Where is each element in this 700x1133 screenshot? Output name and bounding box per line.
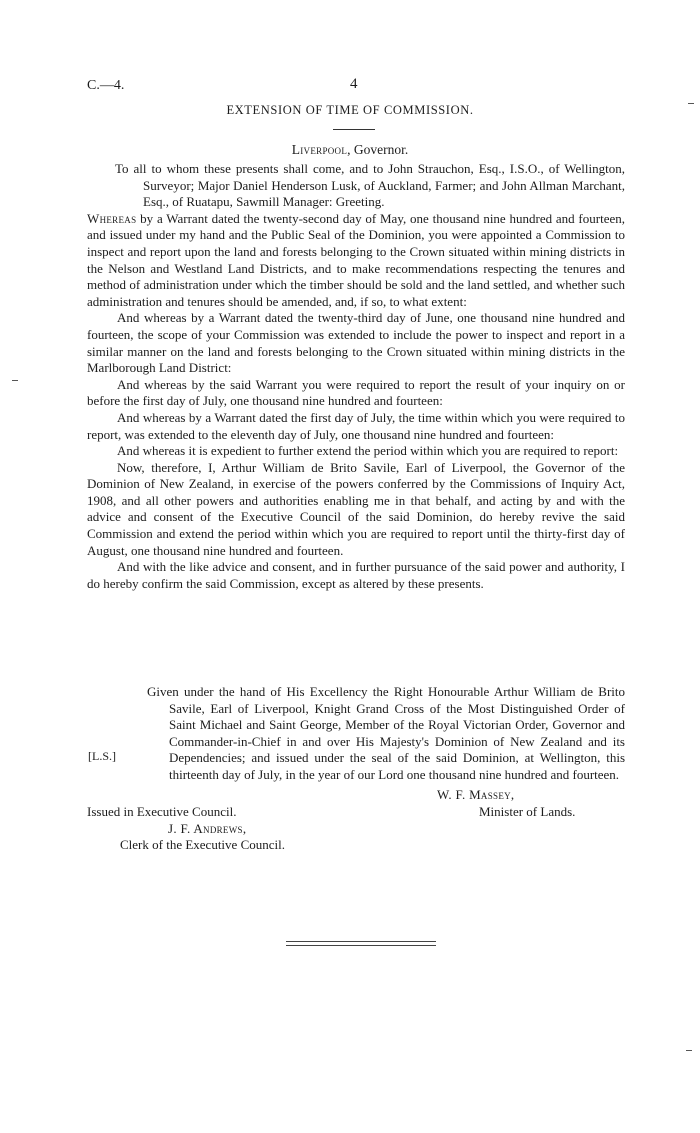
seal-mark: [L.S.]: [88, 749, 116, 763]
given-clause: Given under the hand of His Excellency the Right Honourable Arthur William de Brito Savile, Earl of Liverpool, Knight Grand Cross of the Most Distinguished Order of Saint Michael and Saint George, Member of the Royal Victorian Order, Governor and Commander-in-Chief in and over His Majesty's Dominion of New Zealand and its Dependencies; and issued under the seal of the said Dominion, at Wellington, this thirteenth day of July, in the year of our Lord one thousand nine hundred and fourteen.: [147, 684, 625, 782]
clerk-role: Clerk of the Executive Council.: [120, 837, 285, 853]
title-divider: [333, 129, 375, 130]
paragraph-whereas-3: And whereas by the said Warrant you were required to report the result of your inquiry on or before the first day of July, one thousand nine hundred and fourteen:: [87, 376, 625, 409]
paragraph-now-therefore: Now, therefore, I, Arthur William de Brito Savile, Earl of Liverpool, the Governor of the Dominion of New Zealand, in exercise of the powers conferred by the Commissions of Inquiry Act, 1908, and all other powers and authorities enabling me in that behalf, and acting by and with the advice and consent of the Executive Council of the said Dominion, do hereby revive the said Commission and extend the period within which you are required to report until the thirty-first day of August, one thousand nine hundred and fourteen.: [87, 459, 625, 558]
paragraph-whereas-1: [87, 211, 625, 311]
governor-title: , Governor.: [347, 142, 409, 157]
given-clause-block: [87, 684, 625, 784]
whereas-word: Whereas: [87, 210, 137, 226]
minister-role: Minister of Lands.: [479, 803, 576, 819]
margin-mark: [12, 380, 18, 381]
paragraph-text: by a Warrant dated the twenty-second day of May, one thousand nine hundred and fourteen, and issued under my hand and the Public Seal of the Dominion, you were appointed a Commission to inspect and report upon the land and forests belonging to the Crown situated within mining districts in the Nelson and Westland Land Districts, and to make recommendations respecting the tenures and method of administration under which the timber should be sold and the land settled, and whether such administration and tenures should be amended, and, if so, to what extent:: [87, 210, 625, 309]
paragraph-whereas-5: And whereas it is expedient to further extend the period within which you are required to report:: [117, 443, 619, 459]
margin-mark: [688, 103, 694, 104]
paragraph-whereas-4: And whereas by a Warrant dated the first day of July, the time within which you were required to report, was extended to the eleventh day of July, one thousand nine hundred and fourteen:: [87, 409, 625, 442]
issued-line: Issued in Executive Council.: [87, 804, 237, 819]
proclamation-body: [87, 161, 625, 592]
minister-signature: [437, 787, 575, 820]
paragraph-whereas-2: And whereas by a Warrant dated the twenty-third day of June, one thousand nine hundred and fourteen, the scope of your Commission was extended to include the power to inspect and report in a similar manner on the land and forests belonging to the Crown situated within mining districts in the Marlborough Land District:: [87, 310, 625, 376]
governor-name: Liverpool: [291, 142, 348, 157]
end-double-rule: [286, 941, 436, 946]
clerk-name: J. F. Andrews,: [168, 820, 247, 836]
governor-line: [0, 142, 700, 158]
document-reference: C.—4.: [87, 78, 125, 93]
margin-mark: [686, 1050, 692, 1051]
page-number: 4: [350, 76, 358, 92]
minister-name: W. F. Massey,: [437, 787, 515, 802]
page-title: EXTENSION OF TIME OF COMMISSION.: [226, 103, 474, 117]
issued-block: [87, 804, 285, 854]
paragraph-confirm: And with the like advice and consent, and in further pursuance of the said power and authority, I do hereby confirm the said Commission, except as altered by these presents.: [87, 559, 625, 591]
address-paragraph: To all to whom these presents shall come, and to John Strauchon, Esq., I.S.O., of Wellington, Surveyor; Major Daniel Henderson Lusk, of Auckland, Farmer; and John Allman Marchant, Esq., of Ruatapu, Sawmill Manager: Greeting.: [115, 161, 625, 210]
